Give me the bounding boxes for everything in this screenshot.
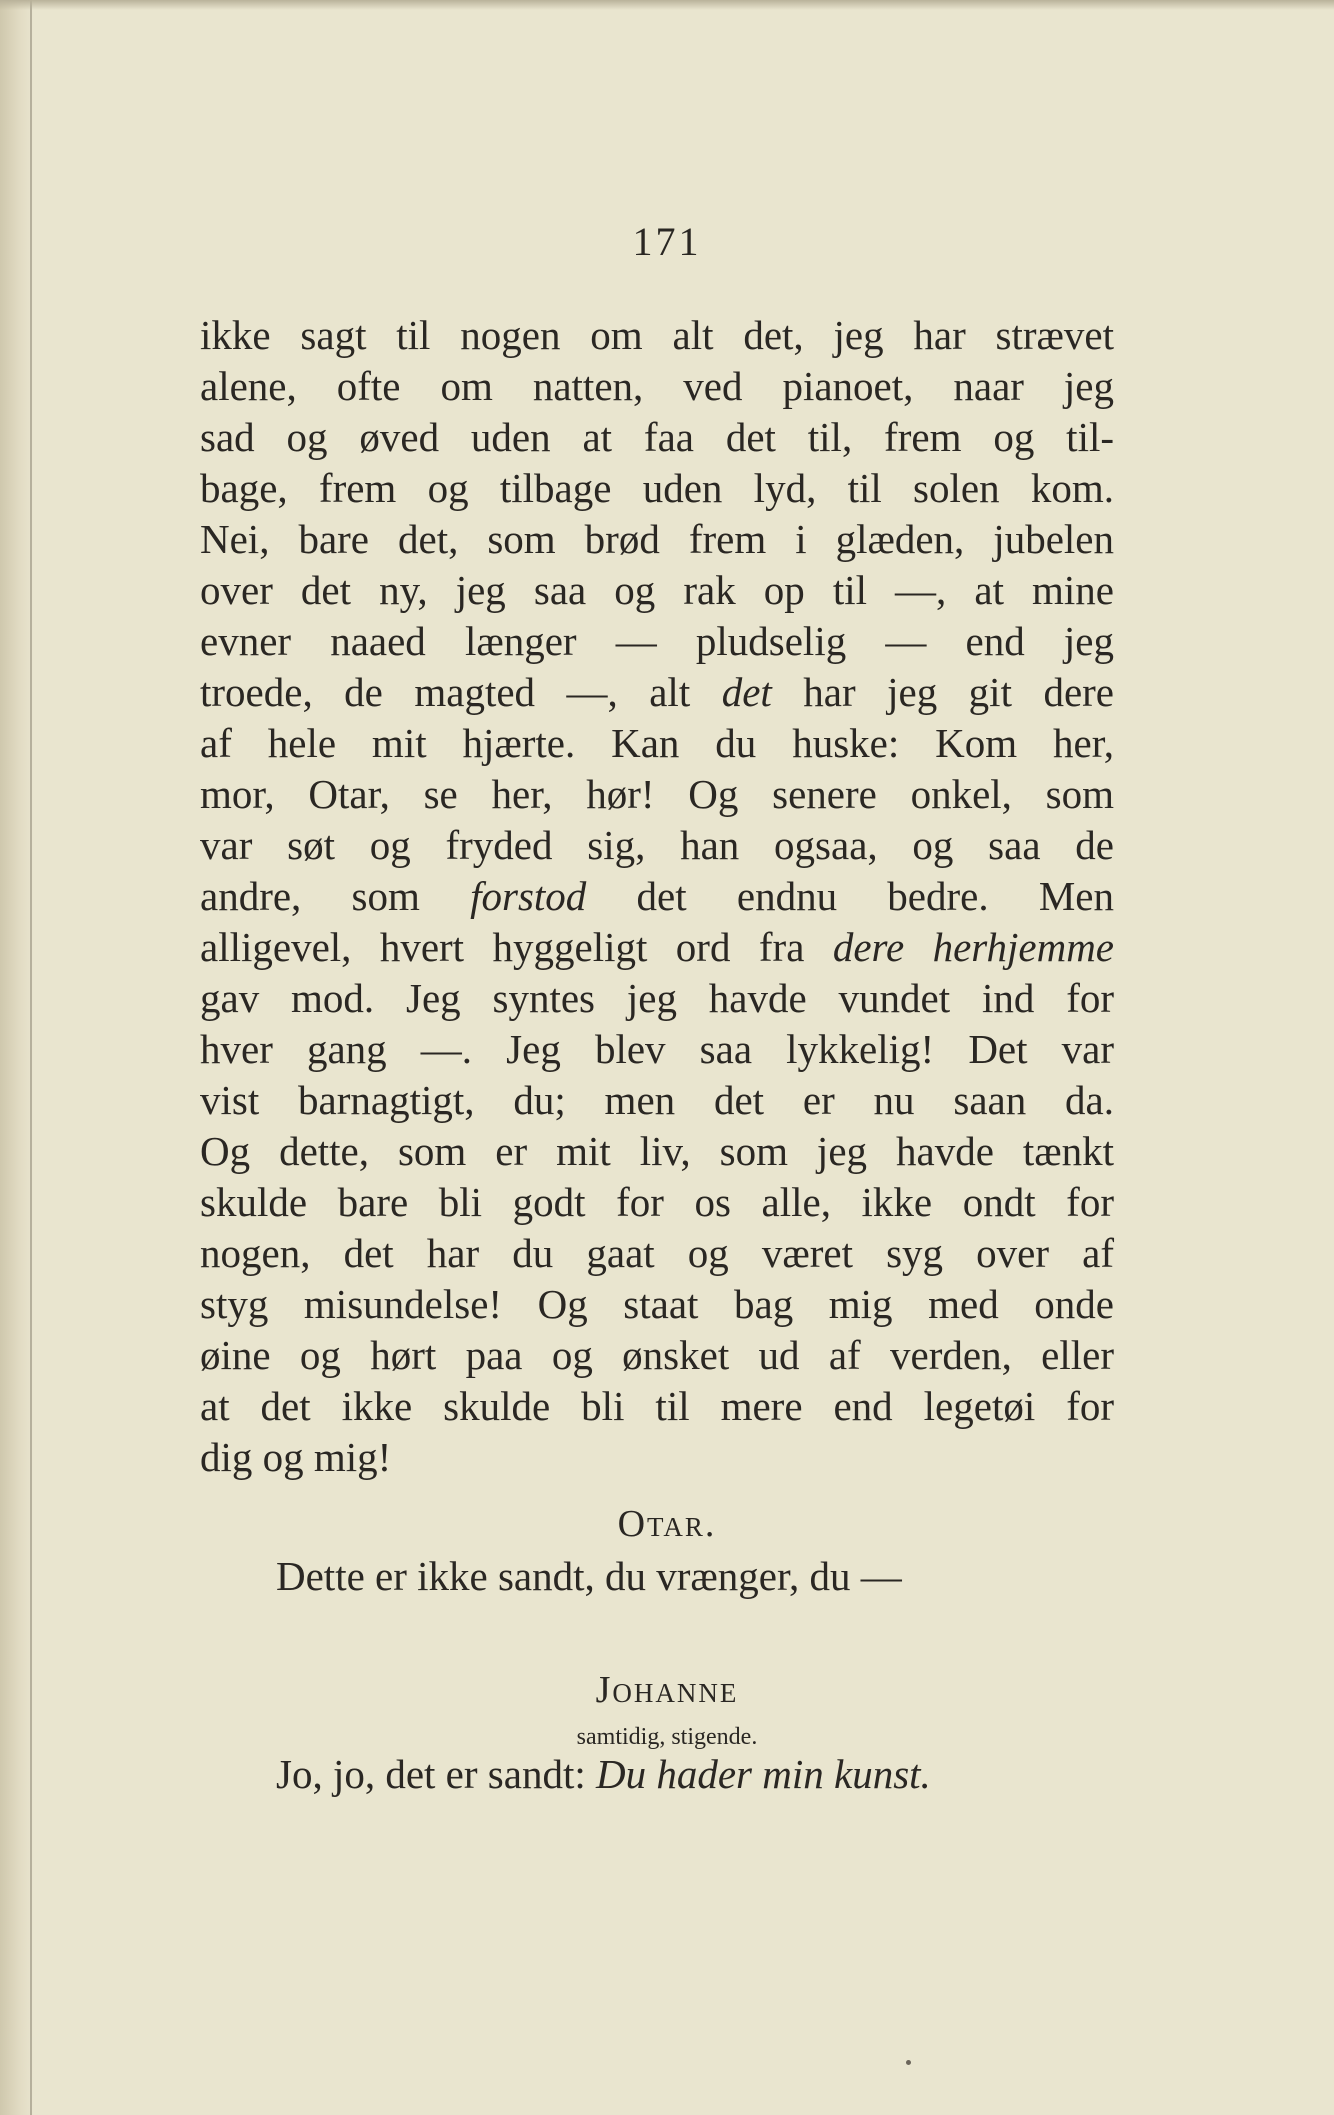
- text-line-plain: dig og mig!: [200, 1434, 392, 1480]
- text-line-plain: nogen, det har du gaat og været syg over af: [200, 1230, 1114, 1276]
- text-line: [200, 412, 1114, 463]
- text-line: [200, 667, 1114, 718]
- text-line-plain: gav mod. Jeg syntes jeg havde vundet ind for: [200, 975, 1114, 1021]
- page-number: 171: [632, 219, 702, 264]
- text-line-plain: skulde bare bli godt for os alle, ikke ondt for: [200, 1179, 1114, 1225]
- text-line: [200, 616, 1114, 667]
- text-line-plain: mor, Otar, se her, hør! Og senere onkel, som: [200, 771, 1114, 817]
- speaker-johanne: Johanne: [595, 1669, 739, 1711]
- ink-speck: [906, 2060, 911, 2065]
- text-line-italic: forstod: [470, 873, 587, 919]
- page-edge: [0, 0, 34, 2115]
- text-line: [200, 1126, 1114, 1177]
- text-line-plain: over det ny, jeg saa og rak op til —, at mine: [200, 567, 1114, 613]
- text-line: [200, 565, 1114, 616]
- text-line: [200, 1228, 1114, 1279]
- text-line: [200, 718, 1114, 769]
- speech-otar: Dette er ikke sandt, du vrænger, du —: [276, 1553, 902, 1599]
- text-line: [200, 1177, 1114, 1228]
- text-line-plain: Nei, bare det, som brød frem i glæden, jubelen: [200, 516, 1114, 562]
- speaker-otar: Otar.: [617, 1503, 717, 1545]
- text-line: [200, 1432, 1114, 1483]
- text-line-italic: det: [721, 669, 772, 715]
- top-shadow: [0, 0, 1334, 10]
- text-line-plain: Og dette, som er mit liv, som jeg havde tænkt: [200, 1128, 1114, 1174]
- text-line-plain: at det ikke skulde bli til mere end legetøi for: [200, 1383, 1114, 1429]
- text-line: [200, 1279, 1114, 1330]
- text-line: [200, 310, 1114, 361]
- text-line-plain: af hele mit hjærte. Kan du huske: Kom her,: [200, 720, 1114, 766]
- text-line-plain: styg misundelse! Og staat bag mig med onde: [200, 1281, 1114, 1327]
- text-line: [200, 361, 1114, 412]
- text-line: [200, 922, 1114, 973]
- text-line-plain: bage, frem og tilbage uden lyd, til solen kom.: [200, 465, 1114, 511]
- text-line-plain: ikke sagt til nogen om alt det, jeg har strævet: [200, 312, 1114, 358]
- stage-direction: samtidig, stigende.: [576, 1724, 758, 1750]
- text-line-plain: alene, ofte om natten, ved pianoet, naar jeg: [200, 363, 1114, 409]
- text-line-plain: var søt og fryded sig, han ogsaa, og saa de: [200, 822, 1114, 868]
- speech-johanne-italic: Du hader min kunst.: [595, 1751, 931, 1797]
- text-line: [200, 973, 1114, 1024]
- text-line: [200, 820, 1114, 871]
- text-line-plain: vist barnagtigt, du; men det er nu saan da.: [200, 1077, 1114, 1123]
- text-line-plain: troede, de magted —, alt: [200, 669, 722, 715]
- text-line: [200, 1024, 1114, 1075]
- text-line-plain: hver gang —. Jeg blev saa lykkelig! Det var: [200, 1026, 1114, 1072]
- text-line-plain: alligevel, hvert hyggeligt ord fra: [200, 924, 833, 970]
- text-line-plain: evner naaed længer — pludselig — end jeg: [200, 618, 1114, 664]
- text-line: [200, 1330, 1114, 1381]
- text-line-plain: har jeg git dere: [771, 669, 1114, 715]
- text-line: [200, 1381, 1114, 1432]
- text-line: [200, 871, 1114, 922]
- text-line-italic: dere herhjemme: [832, 924, 1115, 970]
- speech-johanne-text: Jo, jo, det er sandt:: [276, 1751, 596, 1797]
- text-line: [200, 463, 1114, 514]
- text-line: [200, 769, 1114, 820]
- text-line-plain: andre, som: [200, 873, 471, 919]
- text-line-plain: øine og hørt paa og ønsket ud af verden, eller: [200, 1332, 1114, 1378]
- text-line: [200, 514, 1114, 565]
- text-line-plain: sad og øved uden at faa det til, frem og til-: [200, 414, 1114, 460]
- speech-johanne: [276, 1749, 931, 1800]
- text-line: [200, 1075, 1114, 1126]
- binding-edge-line: [30, 0, 32, 2115]
- text-line-plain: det endnu bedre. Men: [586, 873, 1114, 919]
- paragraph: [200, 310, 1114, 1483]
